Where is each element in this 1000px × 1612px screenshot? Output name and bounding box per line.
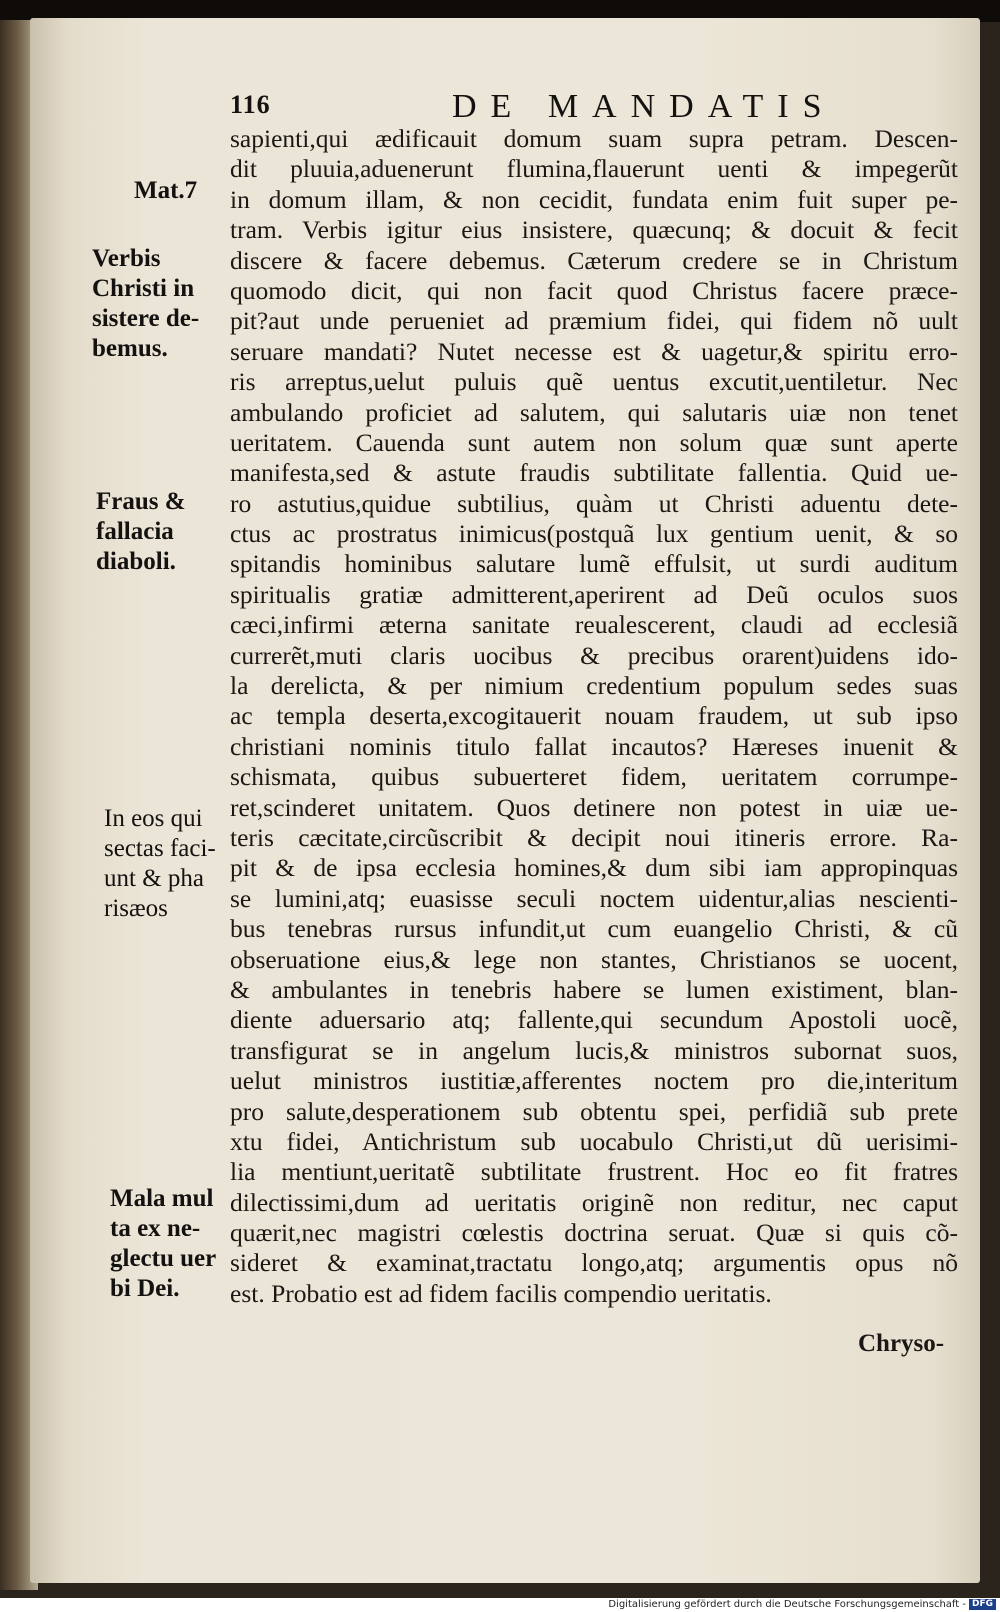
text-line: obseruatione eius,& lege non stantes, Christianos se uocent, [230,944,958,974]
text-line: & ambulantes in tenebris habere se lumen existiment, blan- [230,974,958,1004]
margin-note-line: Verbis [92,245,161,272]
margin-note-verbis [92,244,199,364]
funding-credit: Digitalisierung gefördert durch die Deutsche Forschungsgemeinschaft - [608,1599,966,1610]
text-line: pro salute,desperationem sub obtentu spei, perfidiã sub prete [230,1096,958,1126]
text-line: discere & facere debemus. Cæterum credere se in Christum [230,245,958,275]
margin-note-line: glectu uer [110,1245,217,1272]
text-line: pit & de ipsa ecclesia homines,& dum sibi iam appropinquas [230,853,958,883]
text-line: ambulando proficiet ad salutem, qui salutaris uiæ non tenet [230,397,958,427]
text-line: ac templa deserta,excogitauerit nouam fraudem, ut sub ipso [230,701,958,731]
text-line: quomodo dicit, qui non facit quod Christus facere præce- [230,275,958,305]
margin-note-line: risæos [104,895,168,922]
margin-note-mat [134,176,197,206]
text-line: bus tenebras rursus infundit,ut cum euangelio Christi, & cũ [230,914,958,944]
margin-note-line: diaboli. [96,548,176,575]
margin-note-line: bemus. [92,335,168,362]
folio-number: 116 [230,90,271,119]
text-line: ueritatem. Cauenda sunt autem non solum quæ sunt aperte [230,427,958,457]
text-line: sideret & examinat,tractatu longo,atq; argumentis opus nõ [230,1248,958,1278]
page-header [230,88,870,128]
margin-note-line: ta ex ne- [110,1215,201,1242]
text-line: currerẽt,muti claris uocibus & precibus orarent)uidens ido- [230,640,958,670]
catchword: Chryso- [858,1330,945,1357]
margin-note-line: Mat.7 [134,177,198,204]
text-line: tram. Verbis igitur eius insistere, quæcunq; & docuit & fecit [230,215,958,245]
margin-note-ineos [104,804,216,924]
text-line: ret,scinderet unitatem. Quos detinere non potest in uiæ ue- [230,792,958,822]
text-line: la derelicta, & per nimium credentium populum sedes suas [230,671,958,701]
text-line: xtu fidei, Antichristum sub uocabulo Christi,ut dũ uerisimi- [230,1126,958,1156]
margin-note-line: In eos qui [104,805,203,832]
text-line: schismata, quibus subuerteret fidem, ueritatem corrumpe- [230,762,958,792]
text-line: dit pluuia,aduenerunt flumina,flauerunt uenti & impegerũt [230,154,958,184]
text-line: cæci,infirmi æterna sanitate reualescerent, claudi ad ecclesiã [230,610,958,640]
text-line: manifesta,sed & astute fraudis subtilitate fallentia. Quid ue- [230,458,958,488]
text-line: ro astutius,quidue subtilius, quàm ut Christi aduentu dete- [230,488,958,518]
text-line: spitandis hominibus salutare lumẽ effulsit, ut surdi auditum [230,549,958,579]
text-line: seruare mandati? Nutet necesse est & uagetur,& spiritu erro- [230,336,958,366]
text-line: christiani nominis titulo fallat incautos? Hæreses inuenit & [230,731,958,761]
text-line: diente aduersario atq; fallente,qui secundum Apostoli uocẽ, [230,1005,958,1035]
running-head: DE MANDATIS [452,88,836,125]
text-line: in domum illam, & non cecidit, fundata enim fuit super pe- [230,184,958,214]
dfg-logo: DFG [969,1599,996,1610]
digitization-footer [0,1598,1000,1612]
text-line: spiritualis gratiæ admitterent,aperirent ad Deũ oculos suos [230,579,958,609]
text-line: teris cæcitate,circũscribit & decipit noui itineris errore. Ra- [230,822,958,852]
text-line: transfigurat se in angelum lucis,& ministros subornat suos, [230,1035,958,1065]
main-text [230,124,970,1309]
margin-note-line: sectas faci- [104,835,216,862]
margin-note-line: sistere de- [92,305,200,332]
margin-note-line: Mala mul [110,1185,214,1212]
margin-note-line: unt & pha [104,865,204,892]
text-line: dilectissimi,dum ad ueritatis originẽ non reditur, nec caput [230,1187,958,1217]
margin-note-fraus [96,487,186,577]
text-line: uelut ministros iustitiæ,afferentes noctem pro die,interitum [230,1066,958,1096]
text-line: lia mentiunt,ueritatẽ subtilitate frustrent. Hoc eo fit fratres [230,1157,958,1187]
text-line: ris arreptus,uelut puluis quẽ uentus excutit,uentiletur. Nec [230,367,958,397]
text-line: ctus ac prostratus inimicus(postquã lux gentium uenit, & so [230,519,958,549]
text-line: est. Probatio est ad fidem facilis compendio ueritatis. [230,1278,772,1308]
text-line: quærit,nec magistri cœlestis doctrina seruat. Quæ si quis cõ- [230,1218,958,1248]
margin-note-line: Christi in [92,275,195,302]
margin-note-line: bi Dei. [110,1275,180,1302]
text-line: sapienti,qui ædificauit domum suam supra petram. Descen- [230,124,958,153]
text-line: pit?aut unde perueniet ad præmium fidei, qui fidem nõ uult [230,306,958,336]
margin-note-mala [110,1184,216,1304]
margin-note-line: fallacia [96,518,174,545]
text-line: se lumini,atq; euasisse seculi noctem uidentur,alias nescienti- [230,883,958,913]
margin-note-line: Fraus & [96,488,186,515]
